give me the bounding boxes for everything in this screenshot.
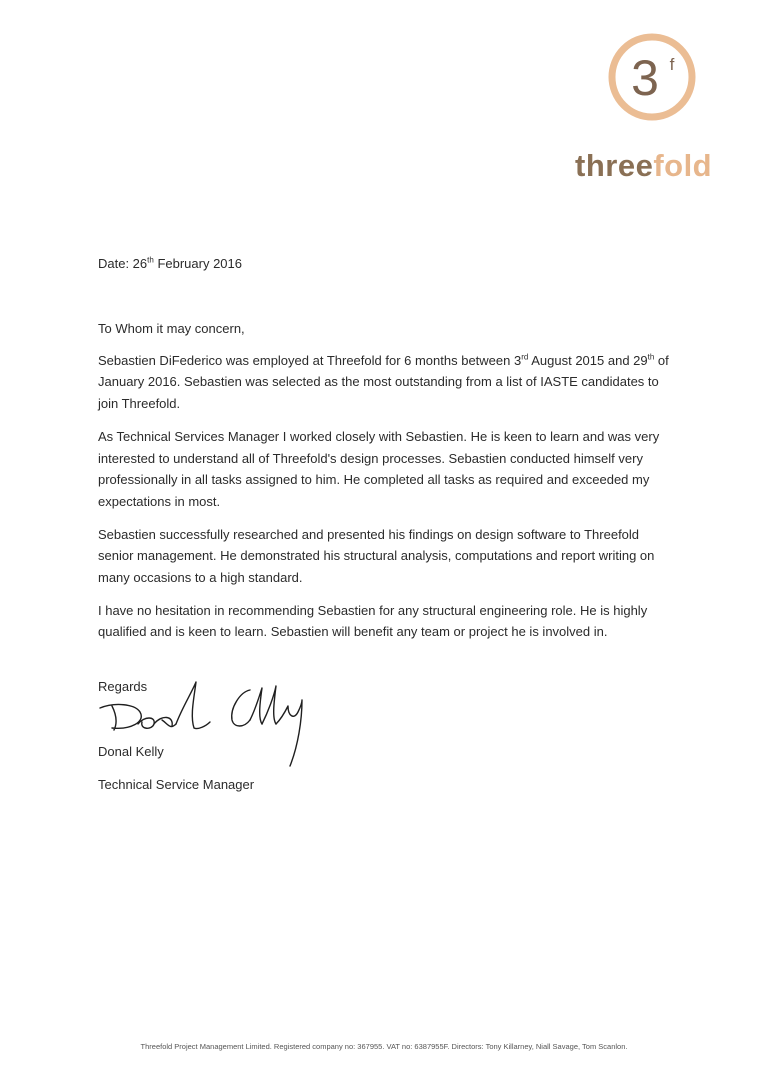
para1-part-b: August 2015 and 29 bbox=[528, 352, 648, 368]
date-prefix: Date: 26 bbox=[98, 256, 148, 271]
para1-part-c: of January 2016. Sebastien was selected as the most outstanding from a list of IASTE candidates to join Threefold. bbox=[98, 352, 669, 412]
paragraph-performance: As Technical Services Manager I worked closely with Sebastien. He is keen to learn and was very interested to understand all of Threefold's design processes. Sebastien conducted himself very professionally in all tasks assigned to him. He completed all tasks as required and exceeded my expectations in most. bbox=[98, 428, 660, 509]
logo-wordmark bbox=[575, 150, 730, 181]
paragraph-research: Sebastien successfully researched and presented his findings on design software to Threefold senior management. He demonstrated his structural analysis, computations and report writing on many occasions to a high standard. bbox=[98, 526, 655, 586]
closing-regards: Regards bbox=[98, 679, 148, 694]
company-footer: Threefold Project Management Limited. Registered company no: 367955. VAT no: 6387955F. Directors: Tony Killarney, Niall Savage, Tom Scanlon. bbox=[140, 1042, 628, 1051]
threefold-ring-icon bbox=[605, 30, 700, 125]
date-superscript: th bbox=[147, 255, 154, 265]
para1-part-a: Sebastien DiFederico was employed at Threefold for 6 months between 3 bbox=[98, 352, 522, 368]
date-suffix: February 2016 bbox=[153, 256, 242, 271]
logo-word-three: three bbox=[575, 148, 654, 183]
signer-title: Technical Service Manager bbox=[98, 777, 255, 792]
signer-name: Donal Kelly bbox=[98, 744, 164, 759]
logo-mark-digit: 3 bbox=[631, 50, 659, 106]
logo-word-fold: fold bbox=[653, 148, 713, 183]
letter-body bbox=[98, 318, 678, 654]
threefold-logo bbox=[575, 30, 730, 183]
salutation: To Whom it may concern, bbox=[98, 321, 245, 336]
logo-mark-superscript: f bbox=[669, 55, 675, 74]
para1-superscript-th: th bbox=[647, 352, 655, 362]
paragraph-employment bbox=[98, 350, 678, 415]
paragraph-recommendation: I have no hesitation in recommending Sebastien for any structural engineering role. He is highly qualified and is keen to learn. Sebastien will benefit any team or project he is involved in. bbox=[98, 602, 648, 640]
para1-superscript-rd: rd bbox=[521, 352, 529, 362]
letter-date bbox=[98, 255, 242, 273]
